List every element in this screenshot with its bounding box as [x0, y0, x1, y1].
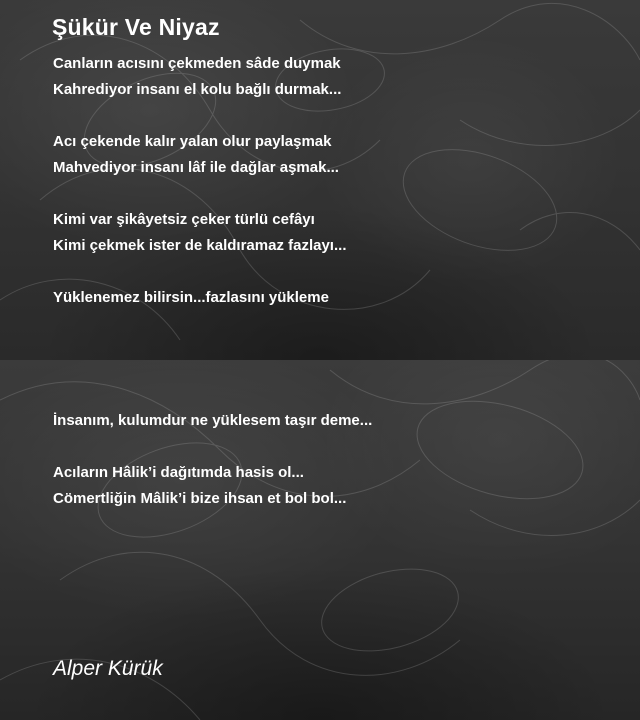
stanza	[53, 460, 372, 512]
poem-line: Kimi çekmek ister de kaldıramaz fazlayı...	[53, 237, 347, 254]
poem-line: Cömertliğin Mâlik’i bize ihsan et bol bol...	[53, 490, 347, 507]
poem-line: Acı çekende kalır yalan olur paylaşmak	[53, 133, 332, 150]
stanza	[53, 129, 346, 181]
poem-line: Kahrediyor insanı el kolu bağlı durmak...	[53, 81, 342, 98]
stanza	[53, 285, 346, 311]
poem-line: Mahvediyor insanı lâf ile dağlar aşmak...	[53, 159, 339, 176]
poem-author: Alper Kürük	[53, 657, 163, 680]
stanza	[53, 207, 346, 259]
poem-line: Kimi var şikâyetsiz çeker türlü cefâyı	[53, 211, 315, 228]
poem-line: Canların acısını çekmeden sâde duymak	[53, 55, 341, 72]
poem-line: İnsanım, kulumdur ne yüklesem taşır deme...	[53, 412, 373, 429]
poem-line: Yüklenemez bilirsin...fazlasını yükleme	[53, 289, 329, 306]
poem-panel-bottom	[0, 360, 640, 720]
stanza	[53, 408, 372, 434]
poem-line: Acıların Hâlik’i dağıtımda hasis ol...	[53, 464, 304, 481]
stanza	[53, 51, 346, 103]
poem-body-bottom	[53, 408, 372, 538]
poem-body-top	[53, 51, 346, 337]
poem-title: Şükür Ve Niyaz	[52, 14, 220, 40]
